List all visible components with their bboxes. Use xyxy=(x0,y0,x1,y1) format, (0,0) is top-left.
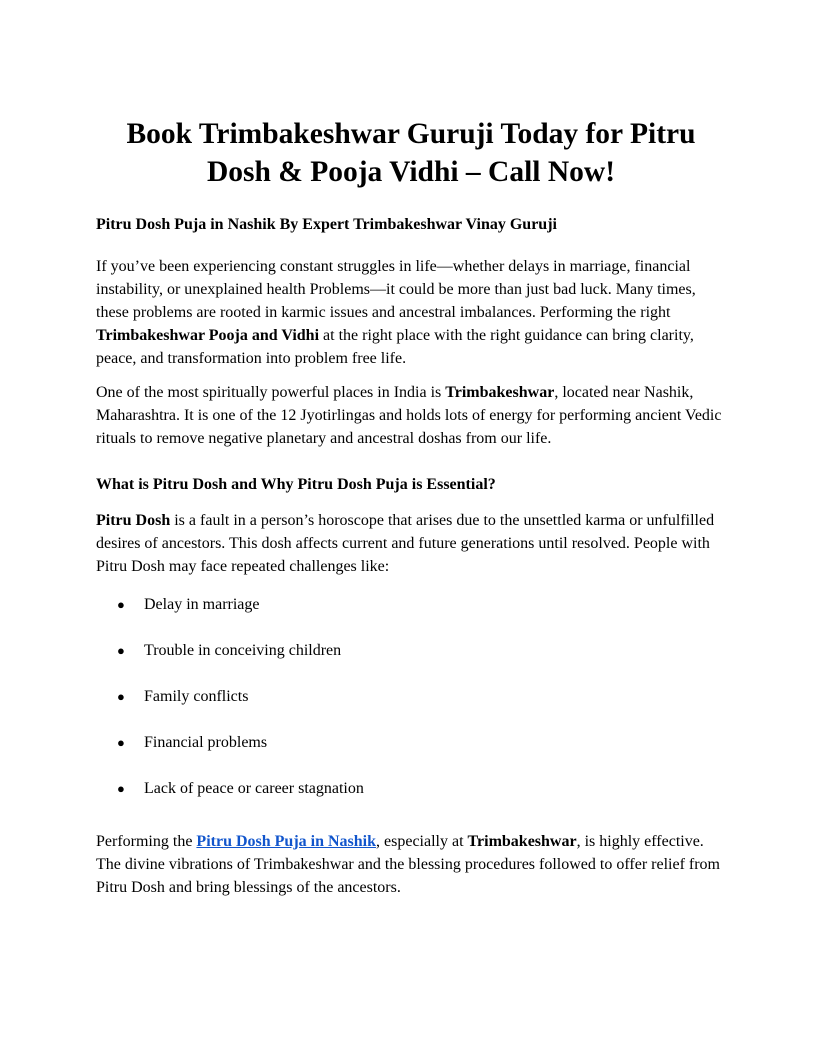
place-paragraph xyxy=(96,381,726,450)
intro-text-after: at the right place with the right guidance can bring clarity, peace, and transformation into problem free life. xyxy=(96,327,694,367)
bullet-icon: ● xyxy=(117,643,125,658)
intro-text-before: If you’ve been experiencing constant struggles in life—whether delays in marriage, financial instability, or unexplained health Problems—it could be more than just bad luck. Many times, these problems are rooted in karmic issues and ancestral imbalances. Performing the right xyxy=(96,258,696,321)
bullet-icon: ● xyxy=(117,781,125,796)
intro-paragraph xyxy=(96,255,726,370)
list-item xyxy=(96,731,726,754)
closing-text-after: , is highly effective. The divine vibrations of Trimbakeshwar and the blessing procedures followed to offer relief from Pitru Dosh and bring blessings of the ancestors. xyxy=(96,833,720,896)
place-text-after: , located near Nashik, Maharashtra. It is one of the 12 Jyotirlingas and holds lots of energy for performing ancient Vedic rituals to remove negative planetary and ancestral doshas from our life. xyxy=(96,384,722,447)
definition-text: is a fault in a person’s horoscope that arises due to the unsettled karma or unfulfilled desires of ancestors. This dosh affects current and future generations until resolved. People with Pitru Dosh may face repeated challenges like: xyxy=(96,512,715,575)
closing-paragraph xyxy=(96,830,726,899)
pitru-dosh-puja-link[interactable]: Pitru Dosh Puja in Nashik xyxy=(196,833,377,850)
document-page xyxy=(96,115,726,899)
challenges-list xyxy=(96,593,726,800)
closing-text-before: Performing the xyxy=(96,833,197,850)
page-title xyxy=(96,115,726,191)
title-line-2: Dosh & Pooja Vidhi – Call Now! xyxy=(206,156,616,188)
place-text-before: One of the most spiritually powerful places in India is xyxy=(96,384,446,401)
list-item xyxy=(96,639,726,662)
definition-bold: Pitru Dosh xyxy=(96,512,171,529)
list-item xyxy=(96,685,726,708)
place-bold: Trimbakeshwar xyxy=(445,384,555,401)
list-item-text: Trouble in conceiving children xyxy=(144,642,342,659)
closing-text-mid: , especially at xyxy=(376,833,468,850)
list-item-text: Lack of peace or career stagnation xyxy=(144,780,364,797)
bullet-icon: ● xyxy=(117,689,125,704)
title-line-1: Book Trimbakeshwar Guruji Today for Pitru xyxy=(126,118,696,150)
bullet-icon: ● xyxy=(117,735,125,750)
closing-bold: Trimbakeshwar xyxy=(467,833,577,850)
intro-bold: Trimbakeshwar Pooja and Vidhi xyxy=(96,327,320,344)
section-heading: What is Pitru Dosh and Why Pitru Dosh Puja is Essential? xyxy=(96,476,496,493)
list-item xyxy=(96,777,726,800)
list-item xyxy=(96,593,726,616)
list-item-text: Delay in marriage xyxy=(144,596,260,613)
bullet-icon: ● xyxy=(117,597,125,612)
list-item-text: Financial problems xyxy=(144,734,268,751)
definition-paragraph xyxy=(96,509,726,578)
list-item-text: Family conflicts xyxy=(144,688,249,705)
subtitle: Pitru Dosh Puja in Nashik By Expert Trimbakeshwar Vinay Guruji xyxy=(96,216,557,233)
